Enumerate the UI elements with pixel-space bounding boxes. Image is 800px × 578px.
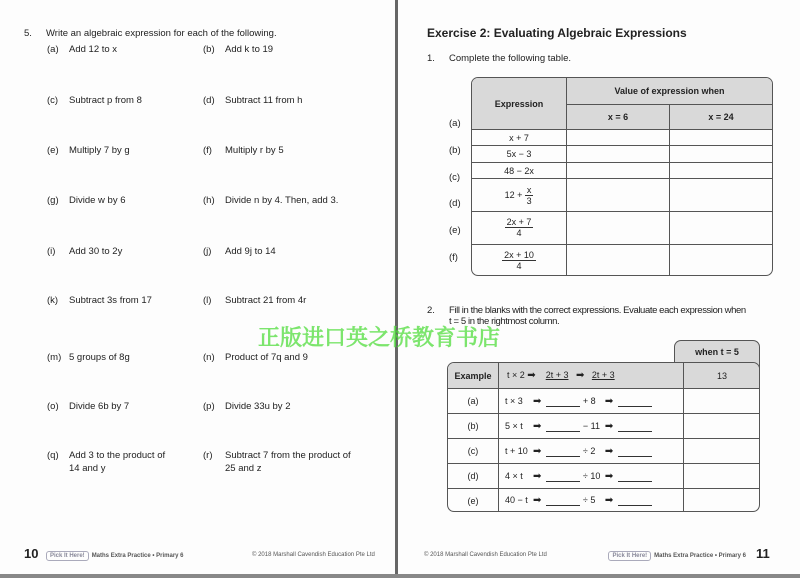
example-label: Example <box>448 363 499 389</box>
arrow-icon: ➡ <box>527 370 536 381</box>
blank-input[interactable] <box>618 423 652 432</box>
series-logo: Pick It Here! <box>608 551 651 561</box>
operation: ÷ 2 <box>582 445 596 456</box>
answer-cell-x24[interactable] <box>670 245 773 276</box>
expression: x + 7 <box>509 132 529 143</box>
item-label: (i) <box>47 246 56 257</box>
table-row <box>448 389 760 414</box>
item-text: Add 3 to the product of <box>69 450 166 461</box>
item-label: (c) <box>47 95 59 106</box>
numerator: 2x + 10 <box>504 249 534 260</box>
step1: 5 × t <box>505 420 523 431</box>
header-x24: x = 24 <box>670 105 773 130</box>
answer-cell-x24[interactable] <box>670 130 773 146</box>
operation: − 11 <box>582 420 601 431</box>
table-row <box>472 212 773 245</box>
operation: ÷ 10 <box>582 470 601 481</box>
item-text: Subtract 7 from the product of <box>225 450 351 461</box>
row-label: (c) <box>449 171 461 183</box>
item-text: Product of 7q and 9 <box>225 352 308 363</box>
blank-input[interactable] <box>546 398 580 407</box>
item-label: (b) <box>203 44 215 55</box>
series-name: Maths Extra Practice • Primary 6 <box>654 553 746 559</box>
arrow-icon: ➡ <box>604 395 614 407</box>
expression: 48 − 2x <box>504 165 534 176</box>
item-label: (f) <box>203 145 212 156</box>
item-text-line2: 25 and z <box>225 463 262 474</box>
denominator: 4 <box>516 260 522 271</box>
fill-blanks-table <box>447 362 760 512</box>
answer-cell-x6[interactable] <box>567 179 670 212</box>
item-text: Add 9j to 14 <box>225 246 276 257</box>
item-label: (n) <box>203 352 215 363</box>
table-row <box>472 245 773 276</box>
row-label: (d) <box>448 464 499 489</box>
arrow-icon: ➡ <box>533 470 542 482</box>
item-label: (g) <box>47 195 59 206</box>
arrow-icon: ➡ <box>604 495 614 507</box>
numerator: 2x + 7 <box>506 217 532 228</box>
item-label: (e) <box>47 145 59 156</box>
left-page <box>0 0 396 578</box>
blank-input[interactable] <box>546 497 580 506</box>
exercise-title: Exercise 2: Evaluating Algebraic Expressions <box>427 26 687 40</box>
item-text: Multiply 7 by g <box>69 145 130 156</box>
table-row <box>448 439 760 464</box>
value-cell[interactable] <box>684 489 760 512</box>
answer-cell-x24[interactable] <box>670 146 773 162</box>
step1: 4 × t <box>505 470 523 481</box>
answer-cell-x6[interactable] <box>567 212 670 245</box>
step2: 2t + 3 <box>545 370 569 380</box>
q2-text-line2: t = 5 in the rightmost column. <box>449 316 560 327</box>
step1: t × 3 <box>505 395 523 406</box>
item-label: (d) <box>203 95 215 106</box>
item-text: Add k to 19 <box>225 44 274 55</box>
value-cell[interactable] <box>684 414 760 439</box>
item-text: Divide n by 4. Then, add 3. <box>225 195 339 206</box>
series-logo: Pick It Here! <box>46 551 89 561</box>
table-row <box>472 179 773 212</box>
item-label: (o) <box>47 401 59 412</box>
arrow-icon: ➡ <box>533 420 542 432</box>
item-text: Divide 6b by 7 <box>69 401 130 412</box>
item-label: (j) <box>203 246 212 257</box>
table-row <box>448 489 760 512</box>
expression: 5x − 3 <box>506 149 532 160</box>
header-x6: x = 6 <box>567 105 670 130</box>
item-label: (k) <box>47 295 59 306</box>
answer-cell-x24[interactable] <box>670 163 773 179</box>
example-row <box>448 363 760 389</box>
answer-cell-x6[interactable] <box>567 130 670 146</box>
table-row <box>472 130 773 146</box>
row-label: (d) <box>449 198 461 210</box>
series-name: Maths Extra Practice • Primary 6 <box>91 553 184 559</box>
page-edge <box>0 574 800 578</box>
item-label: (m) <box>47 352 62 363</box>
arrow-icon: ➡ <box>575 370 585 381</box>
answer-cell-x24[interactable] <box>670 179 773 212</box>
item-text: Divide w by 6 <box>69 195 126 206</box>
row-label: (e) <box>449 225 461 237</box>
copyright: © 2018 Marshall Cavendish Education Pte Ltd <box>424 552 547 558</box>
step3: 2t + 3 <box>591 370 615 380</box>
arrow-icon: ➡ <box>604 420 614 432</box>
arrow-icon: ➡ <box>604 470 614 482</box>
item-text: Subtract 3s from 17 <box>69 295 152 306</box>
value-cell[interactable] <box>684 464 760 489</box>
blank-input[interactable] <box>618 398 652 407</box>
arrow-icon: ➡ <box>533 445 542 457</box>
value-cell[interactable] <box>684 439 760 464</box>
q1-number: 1. <box>427 53 435 64</box>
fraction <box>525 185 534 206</box>
header-when-t5: when t = 5 <box>674 340 760 371</box>
page-number: 10 <box>24 546 39 561</box>
q2-number: 2. <box>427 305 435 316</box>
q1-text: Complete the following table. <box>449 53 571 64</box>
table-row <box>472 146 773 162</box>
header-value: Value of expression when <box>567 78 773 105</box>
operation: + 8 <box>582 395 596 406</box>
item-label: (p) <box>203 401 215 412</box>
item-text: Multiply r by 5 <box>225 145 284 156</box>
item-text-line2: 14 and y <box>69 463 106 474</box>
answer-cell-x6[interactable] <box>567 163 670 179</box>
blank-input[interactable] <box>618 497 652 506</box>
item-text: Subtract 21 from 4r <box>225 295 307 306</box>
header-expression: Expression <box>472 78 567 130</box>
item-label: (q) <box>47 450 59 461</box>
example-value: 13 <box>684 363 760 389</box>
numerator: x <box>526 184 532 195</box>
row-label: (c) <box>448 439 499 464</box>
step1: t + 10 <box>505 445 528 456</box>
item-text: 5 groups of 8g <box>69 352 130 363</box>
blank-input[interactable] <box>546 448 580 457</box>
denominator: 3 <box>526 195 532 206</box>
blank-input[interactable] <box>546 473 580 482</box>
item-text: Add 12 to x <box>69 44 118 55</box>
operation: ÷ 5 <box>582 495 596 506</box>
table-row <box>448 464 760 489</box>
fraction <box>502 250 536 271</box>
question-text: Write an algebraic expression for each of the following. <box>46 28 277 39</box>
right-page <box>398 0 800 578</box>
item-text: Divide 33u by 2 <box>225 401 291 412</box>
item-label: (r) <box>203 450 213 461</box>
copyright: © 2018 Marshall Cavendish Education Pte Ltd <box>252 552 375 558</box>
page-number: 11 <box>756 546 770 561</box>
step1: 40 − t <box>505 495 528 506</box>
expression: 12 + <box>504 189 523 200</box>
answer-cell-x6[interactable] <box>567 245 670 276</box>
evaluate-table <box>471 77 773 276</box>
q2-text-line1: Fill in the blanks with the correct expressions. Evaluate each expression when <box>449 305 746 316</box>
question-number: 5. <box>24 28 32 39</box>
arrow-icon: ➡ <box>533 495 542 507</box>
row-label: (e) <box>448 489 499 512</box>
item-text: Subtract p from 8 <box>69 95 142 106</box>
arrow-icon: ➡ <box>604 445 614 457</box>
blank-input[interactable] <box>618 473 652 482</box>
item-label: (h) <box>203 195 215 206</box>
watermark: 正版进口英之桥教育书店 <box>258 326 501 351</box>
row-label: (b) <box>449 144 461 156</box>
fraction <box>505 217 534 238</box>
row-label: (b) <box>448 414 499 439</box>
answer-cell-x24[interactable] <box>670 212 773 245</box>
arrow-icon: ➡ <box>533 395 542 407</box>
value-cell[interactable] <box>684 389 760 414</box>
item-label: (l) <box>203 295 212 306</box>
answer-cell-x6[interactable] <box>567 146 670 162</box>
q2-text <box>449 305 784 327</box>
blank-input[interactable] <box>546 423 580 432</box>
row-label: (a) <box>449 118 461 129</box>
item-text: Subtract 11 from h <box>225 95 303 106</box>
item-text: Add 30 to 2y <box>69 246 123 257</box>
step1: t × 2 <box>507 370 525 380</box>
row-label: (a) <box>448 389 499 414</box>
table-row <box>472 163 773 179</box>
row-label: (f) <box>449 252 458 263</box>
blank-input[interactable] <box>618 448 652 457</box>
table-row <box>448 414 760 439</box>
item-label: (a) <box>47 44 59 55</box>
denominator: 4 <box>516 228 522 239</box>
